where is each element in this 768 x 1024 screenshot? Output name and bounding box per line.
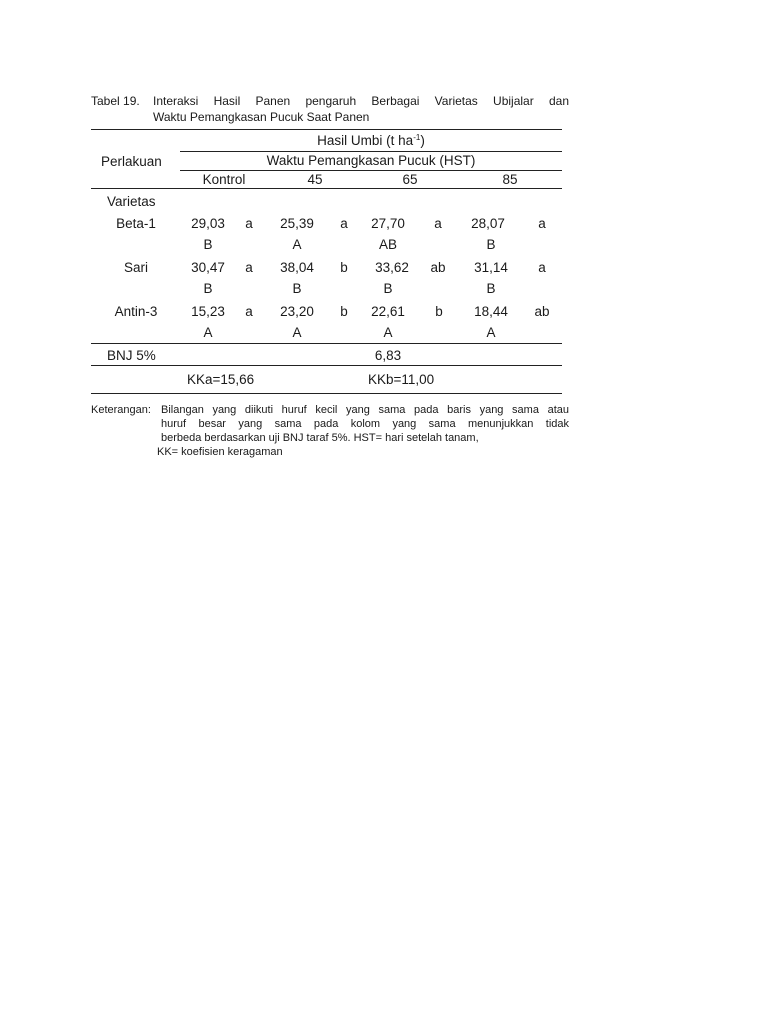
col-header-kontrol: Kontrol [202,172,246,187]
cell-lower-letter: a [245,304,253,319]
cell-lower-letter: b [340,260,348,275]
cell-value: 27,70 [371,216,405,231]
cell-upper-letter: A [203,325,213,340]
cell-lower-letter: ab [430,260,446,275]
note-line2: huruf besar yang sama pada kolom yang sama menunjukkan tidak [161,418,569,430]
header-waktu: Waktu Pemangkasan Pucuk (HST) [266,153,476,168]
col-header-85: 85 [502,172,518,187]
caption-line1: Interaksi Hasil Panen pengaruh Berbagai Varietas Ubijalar dan [153,94,569,108]
cell-value: 33,62 [375,260,409,275]
cell-upper-letter: B [203,237,213,252]
note-line1: Bilangan yang diikuti huruf kecil yang sama pada baris yang sama atau [161,404,569,416]
table-top-rule [91,129,562,130]
row-name-antin-3: Antin-3 [114,304,158,319]
bnj-bottom-rule [91,365,562,366]
cell-upper-letter: B [292,281,302,296]
row-name-beta-1: Beta-1 [116,216,156,231]
cell-lower-letter: a [434,216,442,231]
cell-upper-letter: A [486,325,496,340]
group-label-varietas: Varietas [107,194,156,209]
cell-lower-letter: ab [534,304,550,319]
kkb-value: KKb=11,00 [368,372,435,387]
table-bottom-rule [91,393,562,394]
caption-number: Tabel 19. [91,94,140,108]
header-perlakuan: Perlakuan [101,154,162,169]
note-body [161,403,569,445]
header-rule-2 [180,170,562,171]
bnj-label: BNJ 5% [107,348,156,363]
note-line3: berbeda berdasarkan uji BNJ taraf 5%. HST= hari setelah tanam, [161,432,479,444]
cell-lower-letter: a [245,260,253,275]
table-caption [91,94,569,109]
caption-line2: Waktu Pemangkasan Pucuk Saat Panen [153,110,370,124]
header-rule-1 [180,151,562,152]
note-label: Keterangan: [91,404,151,416]
cell-upper-letter: B [486,281,496,296]
cell-upper-letter: AB [378,237,397,252]
col-header-45: 45 [307,172,323,187]
bnj-value: 6,83 [374,348,402,363]
cell-value: 38,04 [280,260,314,275]
cell-value: 30,47 [191,260,225,275]
cell-upper-letter: A [383,325,393,340]
note-line4: KK= koefisien keragaman [157,446,283,458]
cell-lower-letter: a [538,260,546,275]
cell-value: 22,61 [371,304,405,319]
row-name-sari: Sari [123,260,148,275]
cell-value: 31,14 [474,260,508,275]
cell-upper-letter: B [486,237,496,252]
cell-upper-letter: B [203,281,213,296]
cell-value: 25,39 [280,216,314,231]
header-bottom-rule [91,188,562,189]
bnj-top-rule [91,343,562,344]
cell-value: 28,07 [471,216,505,231]
cell-lower-letter: b [340,304,348,319]
cell-lower-letter: a [538,216,546,231]
cell-value: 29,03 [191,216,225,231]
cell-value: 18,44 [474,304,508,319]
cell-upper-letter: B [383,281,393,296]
kka-value: KKa=15,66 [187,372,255,387]
cell-lower-letter: a [340,216,348,231]
cell-lower-letter: a [245,216,253,231]
cell-upper-letter: A [292,325,302,340]
cell-lower-letter: b [435,304,443,319]
header-hasil-umbi: Hasil Umbi (t $ha^{-1}$) [317,133,425,148]
col-header-65: 65 [402,172,418,187]
cell-value: 23,20 [280,304,314,319]
cell-upper-letter: A [292,237,302,252]
cell-value: 15,23 [191,304,225,319]
